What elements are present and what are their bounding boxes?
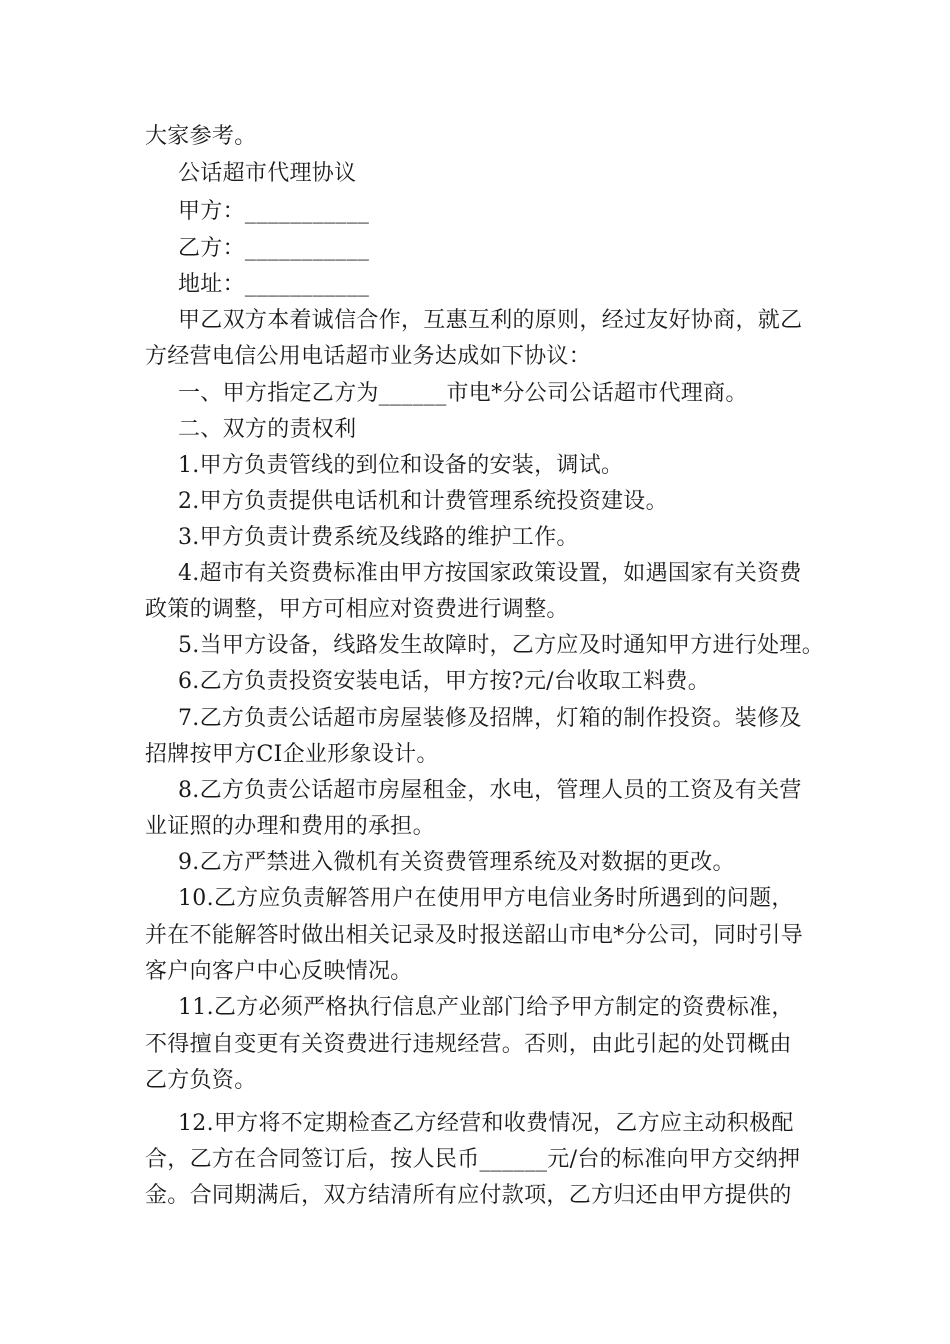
- text-line: 6.乙方负责投资安装电话，甲方按?元/台收取工料费。: [178, 669, 710, 694]
- text-line: 合，乙方在合同签订后，按人民币______元/台的标准向甲方交纳押: [145, 1147, 801, 1172]
- text-line: 12.甲方将不定期检查乙方经营和收费情况，乙方应主动积极配: [178, 1111, 794, 1136]
- text-line: 不得擅自变更有关资费进行违规经营。否则，由此引起的处罚概由: [145, 1032, 792, 1057]
- text-line: 业证照的办理和费用的承担。: [145, 814, 435, 839]
- text-line: 4.超市有关资费标准由甲方按国家政策设置，如遇国家有关资费: [178, 561, 802, 586]
- text-line: 客户向客户中心反映情况。: [145, 959, 413, 984]
- text-line: 8.乙方负责公话超市房屋租金，水电，管理人员的工资及有关营: [178, 778, 802, 803]
- address-field: 地址：___________: [178, 272, 370, 297]
- text-line: 政策的调整，甲方可相应对资费进行调整。: [145, 597, 569, 622]
- text-line: 10.乙方应负责解答用户在使用甲方电信业务时所遇到的问题，: [178, 886, 794, 911]
- text-line: 招牌按甲方CI企业形象设计。: [145, 742, 439, 767]
- text-line: 7.乙方负责公话超市房屋装修及招牌，灯箱的制作投资。装修及: [178, 706, 802, 731]
- text-line: 9.乙方严禁进入微机有关资费管理系统及对数据的更改。: [178, 850, 735, 875]
- text-line: 甲乙双方本着诚信合作，互惠互利的原则，经过友好协商，就乙: [178, 308, 803, 333]
- text-line: 大家参考。: [145, 124, 257, 149]
- party-a-field: 甲方：___________: [178, 199, 370, 224]
- section-heading: 二、双方的责权利: [178, 417, 357, 442]
- text-line: 1.甲方负责管线的到位和设备的安装，调试。: [178, 453, 624, 478]
- party-b-field: 乙方：___________: [178, 236, 370, 261]
- text-line: 5.当甲方设备，线路发生故障时，乙方应及时通知甲方进行处理。: [178, 633, 824, 658]
- text-line: 乙方负资。: [145, 1068, 257, 1093]
- document-title: 公话超市代理协议: [178, 161, 357, 186]
- text-line: 方经营电信公用电话超市业务达成如下协议：: [145, 344, 592, 369]
- text-line: 一、甲方指定乙方为______市电*分公司公话超市代理商。: [178, 381, 748, 406]
- text-line: 3.甲方负责计费系统及线路的维护工作。: [178, 525, 579, 550]
- text-line: 并在不能解答时做出相关记录及时报送韶山市电*分公司，同时引导: [145, 923, 804, 948]
- text-line: 金。合同期满后，双方结清所有应付款项，乙方归还由甲方提供的: [145, 1183, 792, 1208]
- text-line: 2.甲方负责提供电话机和计费管理系统投资建设。: [178, 489, 668, 514]
- text-line: 11.乙方必须严格执行信息产业部门给予甲方制定的资费标准，: [178, 995, 794, 1020]
